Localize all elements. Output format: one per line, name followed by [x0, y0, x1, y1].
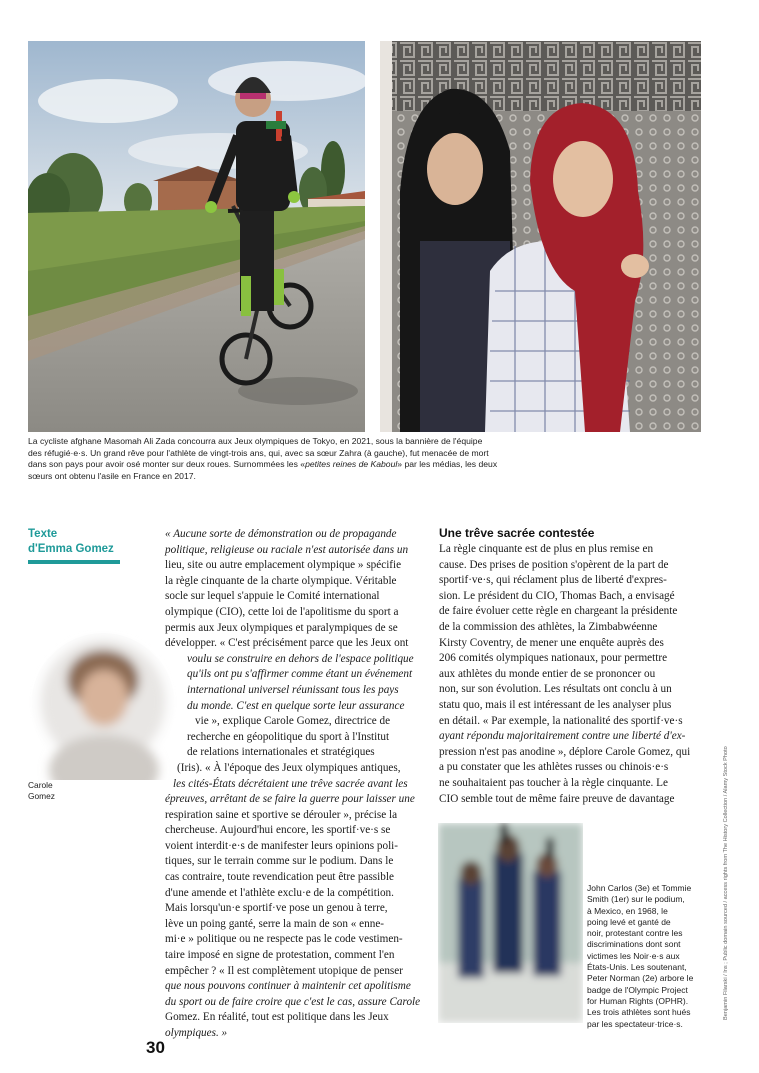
caption-line: Peter Norman (2e) arbore le	[587, 973, 694, 984]
portrait-blurred	[28, 630, 178, 780]
text-line: cas contraire, toute revendication peut être passible	[165, 871, 394, 884]
text-line: lève un poing ganté, serre la main de son « enne-	[165, 917, 385, 930]
photo-caption	[28, 436, 498, 482]
photo-credit: Benjamin Filarski / Ins ; Public domain sourced / access rights from The History Collection / Alamy Stock Photo	[723, 746, 729, 1020]
text-line: épreuves, arrêtant de se faire la guerre pour laisser une	[165, 793, 415, 806]
text-line: olympique (CIO), cette loi de l'apolitisme du sport a	[165, 605, 399, 618]
text-line: (Iris). « À l'époque des Jeux olympiques antiques,	[177, 761, 401, 774]
text-line: la règle cinquante de la charte olympique. Véritable	[165, 574, 397, 587]
caption-line: poing levé et ganté de	[587, 916, 671, 927]
caption-text-end: » par les médias, les deux sœurs ont obtenu l'asile en France en 2017.	[28, 459, 498, 481]
text-line: lieu, site ou autre emplacement olympique » spécifie	[165, 559, 402, 572]
caption-line: discriminations dont sont	[587, 939, 681, 950]
portrait-lastname: Gomez	[28, 790, 55, 801]
text-line: recherche en géopolitique du sport à l'Institut	[187, 730, 390, 743]
portrait-firstname: Carole	[28, 780, 53, 790]
text-line: a pu constater que les athlètes russes ou chinois·e·s	[439, 761, 669, 774]
text-line: 206 comités olympiques nationaux, pour permettre	[439, 652, 668, 665]
caption-line: États-Unis. Les soutenant,	[587, 962, 687, 973]
text-line: du monde. C'est en quelque sorte leur assurance	[187, 699, 405, 712]
caption-line: for Human Rights (OPHR).	[587, 995, 689, 1006]
page-number: 30	[146, 1038, 165, 1057]
text-line: empêcher ? « Il est complètement utopique de penser	[165, 964, 403, 977]
section-subhead: Une trêve sacrée contestée	[439, 526, 595, 540]
cyclist-illustration	[28, 41, 365, 432]
text-line: de relations internationales et stratégiques	[187, 746, 375, 759]
caption-italic: petites reines de Kaboul	[305, 459, 398, 470]
caption-line: badge de l'Olympic Project	[587, 984, 688, 995]
text-line: développer. « C'est précisément parce que les Jeux ont	[165, 637, 409, 650]
text-line: olympiques. »	[165, 1027, 228, 1039]
text-line: de faire évoluer cette règle en chargeant la présidente	[439, 605, 678, 618]
text-line: mi·e » politique ou ne respecte pas le code vestimen-	[165, 933, 403, 946]
text-line: chercheuse. Aujourd'hui encore, les sportif·ve·s se	[165, 824, 391, 837]
author-portrait	[28, 630, 178, 780]
text-line: La règle cinquante est de plus en plus remise en	[439, 543, 654, 555]
text-line: politique, religieuse ou raciale n'est autorisée dans un	[165, 543, 409, 556]
byline	[28, 527, 122, 556]
byline-label: Texte	[28, 528, 58, 540]
caption-line: John Carlos (3e) et Tommie	[587, 883, 692, 893]
text-line: respiration saine et sportive se dérouler », précise la	[165, 808, 398, 821]
text-line: sion. Le président du CIO, Thomas Bach, a envisagé	[439, 589, 675, 602]
caption-text: La cycliste afghane Masomah Ali Zada concourra aux Jeux olympiques de Tokyo, en 2021, sous la bannière de l'équipe des réfugié·e·s. Un grand rêve pour l'athlète de vingt-trois ans, qui, avec sa sœur Zahra (à gauche), fut menacée de mort dans son pays pour avoir osé monter sur deux roues. Surnommées les «	[28, 436, 489, 470]
text-line: ne souhaitaient pas toucher à la règle cinquante. Le	[439, 776, 668, 789]
text-line: d'une amende et l'athlète exclu·e de la compétition.	[165, 886, 394, 899]
text-line: non, sur son évolution. Les résultats ont conclu à un	[439, 683, 672, 696]
text-line: socle sur lequel s'appuie le Comité international	[165, 590, 380, 603]
text-line: Gomez. En réalité, tout est politique dans les Jeux	[165, 1011, 389, 1024]
text-line: en détail. « Par exemple, la nationalité des sportif·ve·s	[439, 714, 683, 727]
sisters-illustration	[380, 41, 701, 432]
cyclist-photo	[28, 41, 365, 432]
caption-line: victimes les Noir·e·s aux	[587, 950, 680, 961]
text-line: qu'ils ont pu s'affirmer comme étant un événement	[187, 668, 413, 681]
article-column-middle	[165, 527, 426, 1042]
sisters-photo	[380, 41, 701, 432]
text-line: aux athlètes du monde entier de se prononcer ou	[439, 667, 656, 680]
text-line: sportif·ve·s, qui réclament plus de liberté d'expres-	[439, 574, 667, 587]
side-caption	[587, 883, 705, 1030]
portrait-name	[28, 780, 88, 801]
byline-author: d'Emma Gomez	[28, 542, 114, 555]
caption-line: Les trois athlètes sont hués	[587, 1007, 691, 1018]
text-line: de la commission des athlètes, la Zimbabwéenne	[439, 620, 658, 633]
text-line: du sport ou de faire croire que c'est le cas, assure Carole	[165, 995, 421, 1008]
caption-line: Smith (1er) sur le podium,	[587, 894, 685, 905]
text-line: pression n'est pas anodine », déplore Carole Gomez, qui	[439, 745, 691, 758]
text-line: vie », explique Carole Gomez, directrice de	[195, 715, 391, 728]
olympic-podium-photo	[438, 823, 583, 1023]
text-line: « Aucune sorte de démonstration ou de propagande	[165, 528, 397, 540]
text-line: CIO semble tout de même faire preuve de davantage	[439, 792, 675, 805]
text-line: voient interdit·e·s de manifester leurs opinions poli-	[165, 839, 399, 852]
text-line: cause. Des prises de position s'opèrent de la part de	[439, 558, 669, 571]
text-line: que nous pouvons continuer à maintenir cet apolitisme	[165, 980, 411, 993]
podium-illustration	[438, 823, 583, 1023]
text-line: statu quo, mais il est intéressant de les analyser plus	[439, 698, 672, 711]
caption-line: noir, protestant contre les	[587, 928, 683, 939]
text-line: ayant répondu majoritairement contre une liberté d'ex-	[439, 730, 686, 743]
text-line: Kirsty Coventry, de mener une enquête auprès des	[439, 636, 664, 649]
text-line: les cités-États décrétaient une trêve sacrée avant les	[173, 777, 408, 790]
byline-rule	[28, 560, 120, 564]
text-line: permis aux Jeux olympiques et paralympiques de se	[165, 621, 398, 634]
text-line: international universel réunissant tous les pays	[187, 683, 399, 696]
text-line: taire imposé en signe de protestation, comment l'en	[165, 949, 395, 962]
text-line: Mais lorsqu'un·e sportif·ve pose un genou à terre,	[165, 902, 388, 915]
text-line: tiques, sur le terrain comme sur le podium. Dans le	[165, 855, 394, 868]
caption-line: par les spectateur·trice·s.	[587, 1018, 683, 1029]
article-column-right	[439, 542, 701, 807]
caption-line: à Mexico, en 1968, le	[587, 905, 668, 916]
text-line: voulu se construire en dehors de l'espace politique	[187, 652, 414, 665]
